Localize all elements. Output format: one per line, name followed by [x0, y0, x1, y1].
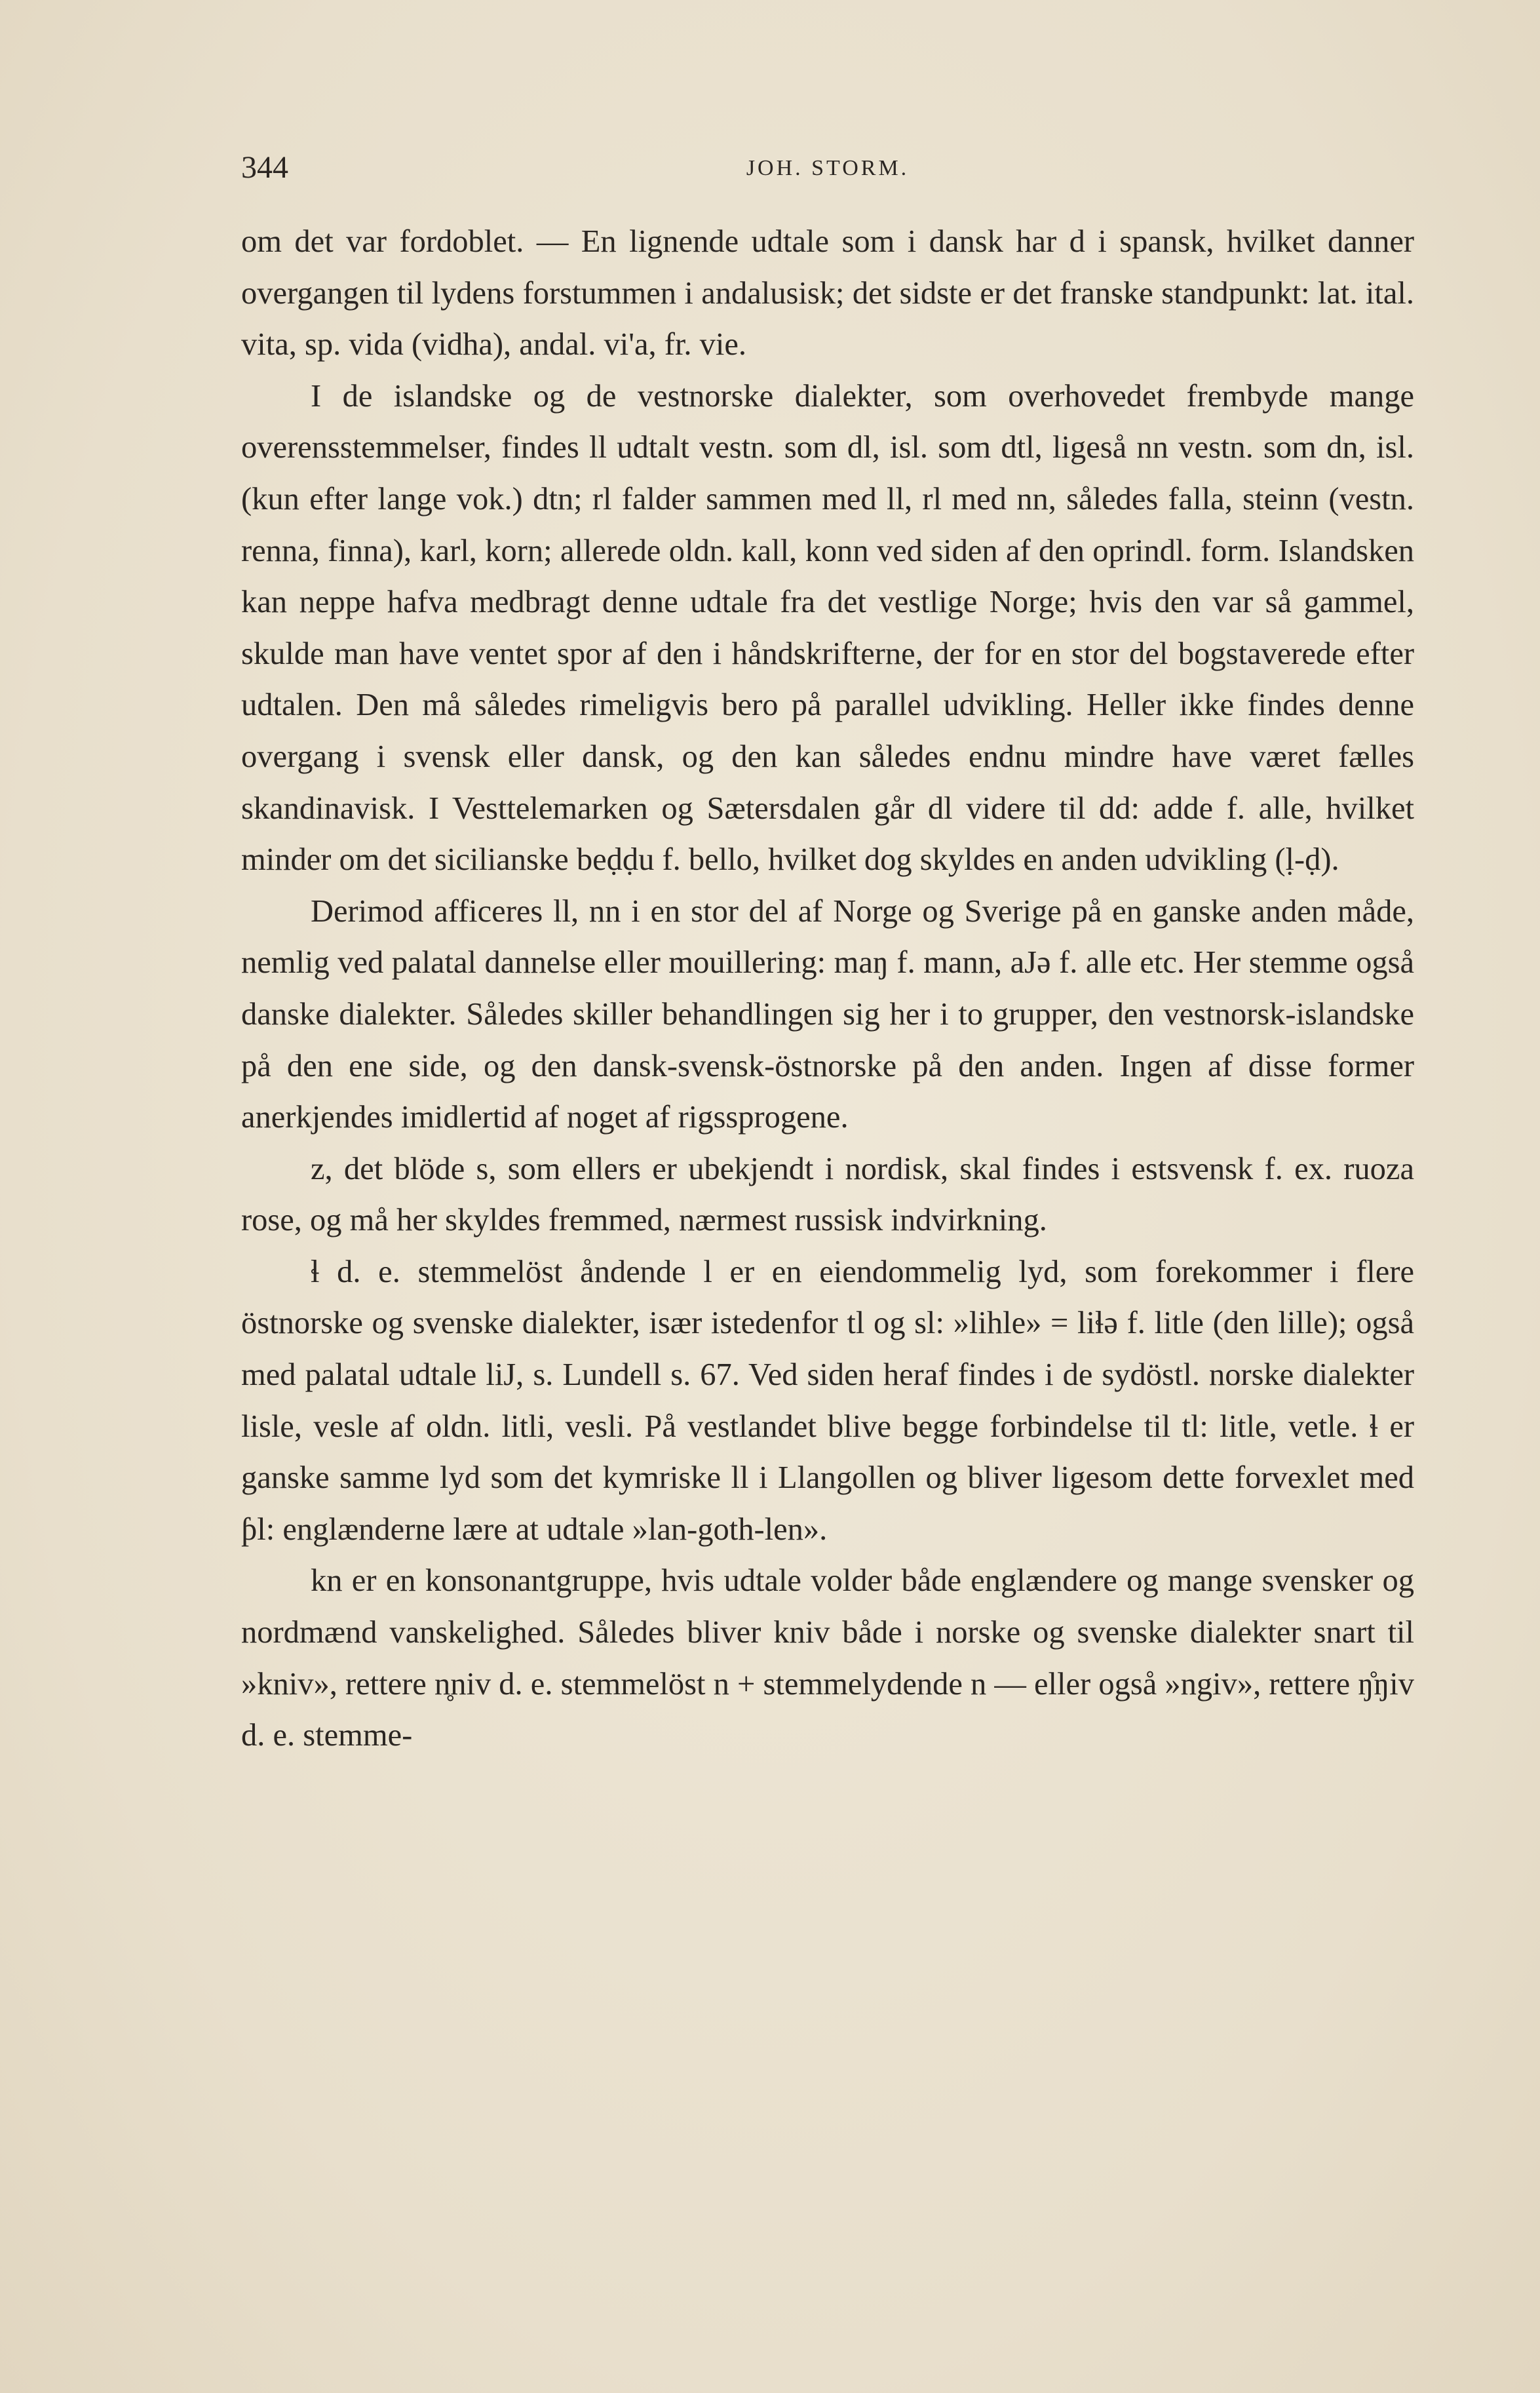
paragraph-6: kn er en konsonantgruppe, hvis udtale volder både englændere og mange svensker og nordmænd vanskelighed. Således bliver kniv både i norske og svenske dialekter snart til »kniv», rettere n̥niv d. e. stemmelöst n + stemmelydende n — eller også »ngiv», rettere ŋ̊ŋiv d. e. stemme- [241, 1563, 1414, 1753]
paragraph-4: z, det blöde s, som ellers er ubekjendt i nordisk, skal findes i estsvensk f. ex. ruoza rose, og må her skyldes fremmed, nærmest russisk indvirkning. [241, 1151, 1414, 1238]
running-head: JOH. STORM. [746, 156, 910, 180]
page-number: 344 [241, 150, 288, 185]
page-header [241, 149, 1414, 195]
paragraph-1: om det var fordoblet. — En lignende udtale som i dansk har d i spansk, hvilket danner overgangen til lydens forstummen i andalusisk; det sidste er det franske standpunkt: lat. ital. vita, sp. vida (vidha), andal. vi'a, fr. vie. [241, 224, 1414, 362]
paragraph-3: Derimod afficeres ll, nn i en stor del af Norge og Sverige på en ganske anden måde, nemlig ved palatal dannelse eller mouillering: maŋ f. mann, aJə f. alle etc. Her stemme også danske dialekter. Således skiller behandlingen sig her i to grupper, den vestnorsk-islandske på den ene side, og den dansk-svensk-östnorske på den anden. Ingen af disse former anerkjendes imidlertid af noget af rigssprogene. [241, 893, 1414, 1135]
paragraph-5: ɬ d. e. stemmelöst åndende l er en eiendommelig lyd, som forekommer i flere östnorske og svenske dialekter, især istedenfor tl og sl: »lihle» = liɬə f. litle (den lille); også med palatal udtale liJ, s. Lundell s. 67. Ved siden heraf findes i de sydöstl. norske dialekter lisle, vesle af oldn. litli, vesli. På vestlandet blive begge forbindelse til tl: litle, vetle. ɬ er ganske samme lyd som det kymriske ll i Llangollen og bliver ligesom dette forvexlet med ƥl: englænderne lære at udtale »lan-goth-len». [241, 1254, 1414, 1547]
paragraph-2: I de islandske og de vestnorske dialekter, som overhovedet frembyde mange overensstemmelser, findes ll udtalt vestn. som dl, isl. som dtl, ligeså nn vestn. som dn, isl. (kun efter lange vok.) dtn; rl falder sammen med ll, rl med nn, således falla, steinn (vestn. renna, finna), karl, korn; allerede oldn. kall, konn ved siden af den oprindl. form. Islandsken kan neppe hafva medbragt denne udtale fra det vestlige Norge; hvis den var så gammel, skulde man have ventet spor af den i håndskrifterne, der for en stor del bogstaverede efter udtalen. Den må således rimeligvis bero på parallel udvikling. Heller ikke findes denne overgang i svensk eller dansk, og den kan således endnu mindre have været fælles skandinavisk. I Vesttelemarken og Sætersdalen går dl videre til dd: adde f. alle, hvilket minder om det sicilianske beḍḍu f. bello, hvilket dog skyldes en anden udvikling (ḷ-ḍ). [241, 378, 1414, 878]
body-text [241, 216, 1414, 1762]
